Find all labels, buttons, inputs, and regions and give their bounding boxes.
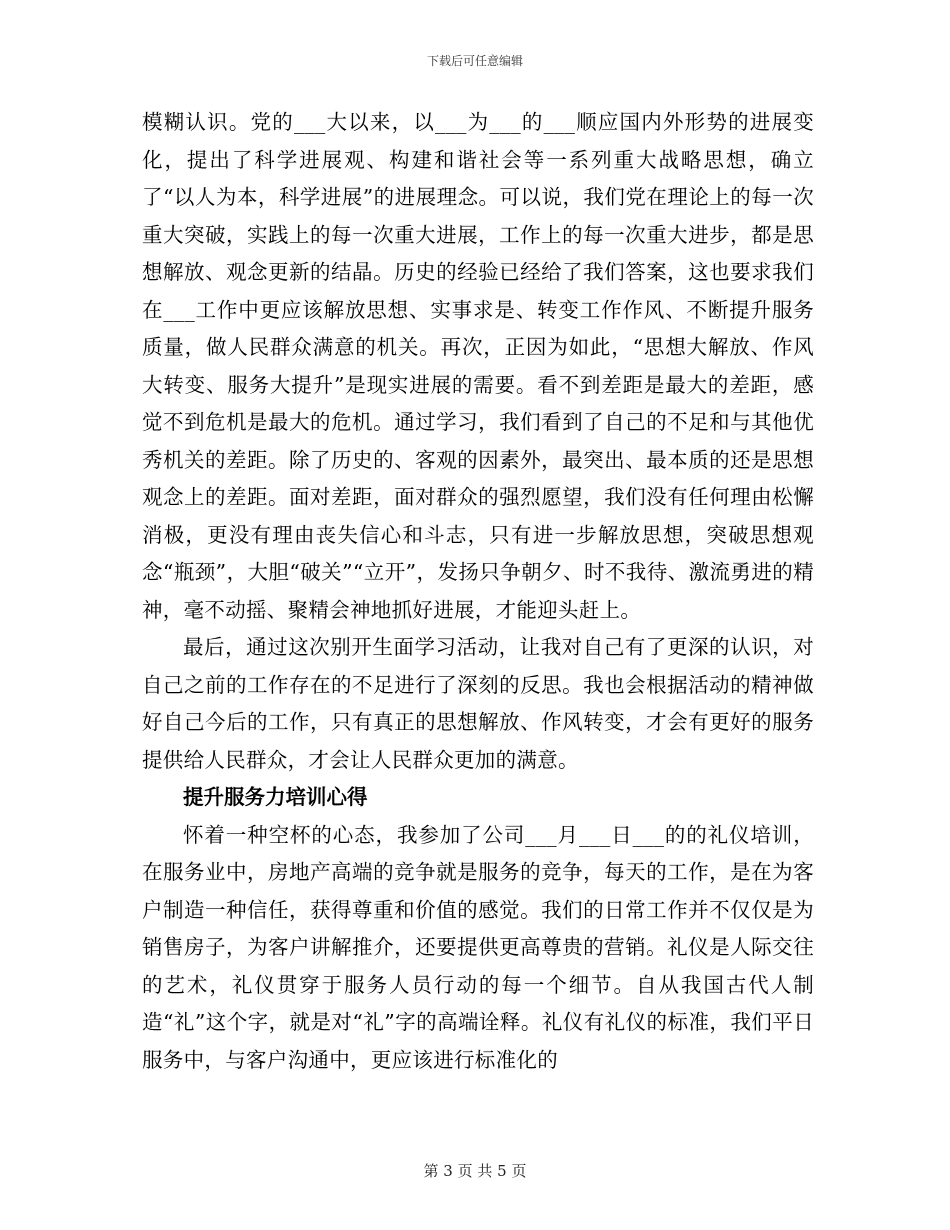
paragraph-3: 怀着一种空杯的心态，我参加了公司___月___日___的的礼仪培训，在服务业中，房地产高端的竞争就是服务的竞争，每天的工作，是在为客户制造一种信任，获得尊重和价值的感觉。我们的日常工作并不仅仅是为销售房子，为客户讲解推介，还要提供更高尊贵的营销。礼仪是人际交往的艺术，礼仪贯穿于服务人员行动的每一个细节。自从我国古代人制造“礼”这个字，就是对“礼”字的高端诠释。礼仪有礼仪的标准，我们平日服务中，与客户沟通中，更应该进行标准化的 [142,822,814,1072]
paragraph-2: 最后，通过这次别开生面学习活动，让我对自己有了更深的认识，对自己之前的工作存在的不足进行了深刻的反思。我也会根据活动的精神做好自己今后的工作，只有真正的思想解放、作风转变，才会有更好的服务提供给人民群众，才会让人民群众更加的满意。 [142,635,814,772]
page-number: 第 3 页 共 5 页 [423,1162,527,1180]
document-body [142,104,814,1079]
section-title: 提升服务力培训心得 [183,785,368,809]
page-header-note: 下载后可任意编辑 [426,54,523,68]
paragraph-1: 模糊认识。党的___大以来，以___为___的___顺应国内外形势的进展变化，提出了科学进展观、构建和谐社会等一系列重大战略思想，确立了“以人为本，科学进展”的进展理念。可以说，我们党在理论上的每一次重大突破，实践上的每一次重大进展，工作上的每一次重大进步，都是思想解放、观念更新的结晶。历史的经验已经给了我们答案，这也要求我们在___工作中更应该解放思想、实事求是、转变工作作风、不断提升服务质量，做人民群众满意的机关。再次，正因为如此，“思想大解放、作风大转变、服务大提升”是现实进展的需要。看不到差距是最大的差距，感觉不到危机是最大的危机。通过学习，我们看到了自己的不足和与其他优秀机关的差距。除了历史的、客观的因素外，最突出、最本质的还是思想观念上的差距。面对差距，面对群众的强烈愿望，我们没有任何理由松懈消极，更没有理由丧失信心和斗志，只有进一步解放思想，突破思想观念“瓶颈”，大胆“破关”“立开”，发扬只争朝夕、时不我待、激流勇进的精神，毫不动摇、聚精会神地抓好进展，才能迎头赶上。 [142,110,814,622]
